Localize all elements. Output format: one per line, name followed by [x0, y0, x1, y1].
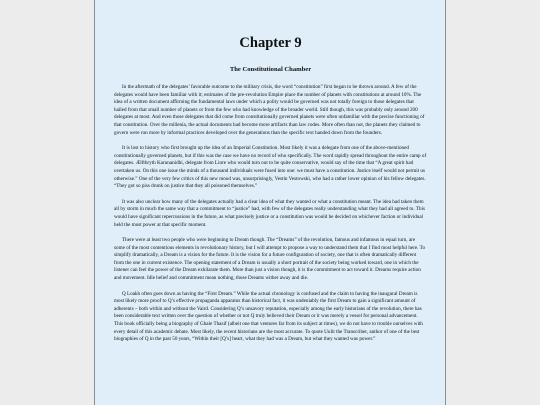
paragraph-1: In the aftermath of the delegates’ favorable outcome to the military crisis, the word “constitution” first began to be thrown around. A few of the delegates would have been familiar with it; estimates of the pre-revolution Empire place the number of planets with constitutions at around 10%. The idea of a written document affirming the fundamental laws under which a polity would be governed was not totally foreign to those delegates that hailed from that small number of planets or from the few who had knowledge of the broader world. Still though, this was probably only around 200 delegates at most. And even those delegates that did come from constitutionally governed planets were often unfamiliar with the precise functioning of that constitution. Over the millenia, the actual documents had become more artifacts than law codes. More often than not, the planets they claimed to govern were run more by informal practices developed over the generations than the specific text handed down from the founders. — [114, 84, 425, 136]
paragraph-3: It was also unclear how many of the delegates actually had a clear idea of what they wanted or what a constitution meant. The idea had taken them all by storm in much the same way that a commitment to “justice” had, with few of the delegates really understanding what they had all agreed to. This would have significant repercussions in the future, as what precisely justice or a constitution was would be decided on whichever faction or individual held the most power at that specific moment. — [114, 198, 425, 228]
paragraph-5: Q Loakh often goes down as having the “First Dream.” While the actual chronology is confused and the claim to having the inaugural Dream is most likely more proof to Q’s effective propaganda apparatus than historical fact, it was undeniably the first Dream to gain a significant amount of adherents – both within and without the Vaird. Considering Q’s unsavory reputation, especially among the early historians of the revolution, there has been considerable text written over the question of whether or not Q truly believed their Dream or it was merely a vessel for personal advancement. This book officially being a biography of Ghale Thasif (albeit one that ventures far from its subject at times), we do not have to trouble ourselves with every detail of this academic debate. Most likely, the recent historians are the most accurate. To quote Uulit the Transcriber, author of one of the best biographies of Q in the past 50 years, “Within their [Q’s] heart, what they had was a Dream, but what they wanted was power.” — [114, 290, 423, 343]
page-content — [114, 34, 427, 352]
chapter-subtitle: The Constitutional Chamber — [229, 66, 312, 73]
chapter-title: Chapter 9 — [239, 35, 302, 51]
paragraph-2: It is lost to history who first brought up the idea of an Imperial Constitution. Most likely it was a delegate from one of the above-mentioned constitutionally governed planets, but if this was the case we have no record of who specifically. The word rapidly spread throughout the entire camp of delegates. Ælfthryth Karunanidhi, delegate from Liore who would turn out to be quite conservative, would say of the time that “A great spirit had overtaken us. On this one issue the minds of a thousand individuals were fused into one: we must have a constitution. Justice itself would not permit us otherwise.” One of the very few critics of this new mood was, unsurprisingly, Vestin Vestowski, who had a rather lower opinion of his fellow delegates. “They got so piss drunk on justice that they all poisoned themselves.” — [114, 145, 427, 190]
document-page — [94, 0, 446, 405]
paragraph-4: There were at least two people who were beginning to Dream though. The “Dreams” of the revolution, famous and infamous in equal turn, are some of the most contentious elements in revolutionary history, but I will attempt to propose a way to understand them that I find most helpful here. To simplify dramatically, a Dream is a vision for the future. It is the vision for a future configuration of society, one that is often dramatically different from the one in current existence. The opening statement of a Dream is usually a short portrait of the society being worked toward, one in which the listener can feel the power of the Dream exhilarate them. More than just a vision though, it is the commitment to act toward it. Dreams require action and movement. Idle belief and commitment mean nothing, those Dreams wither away and die. — [114, 237, 426, 282]
